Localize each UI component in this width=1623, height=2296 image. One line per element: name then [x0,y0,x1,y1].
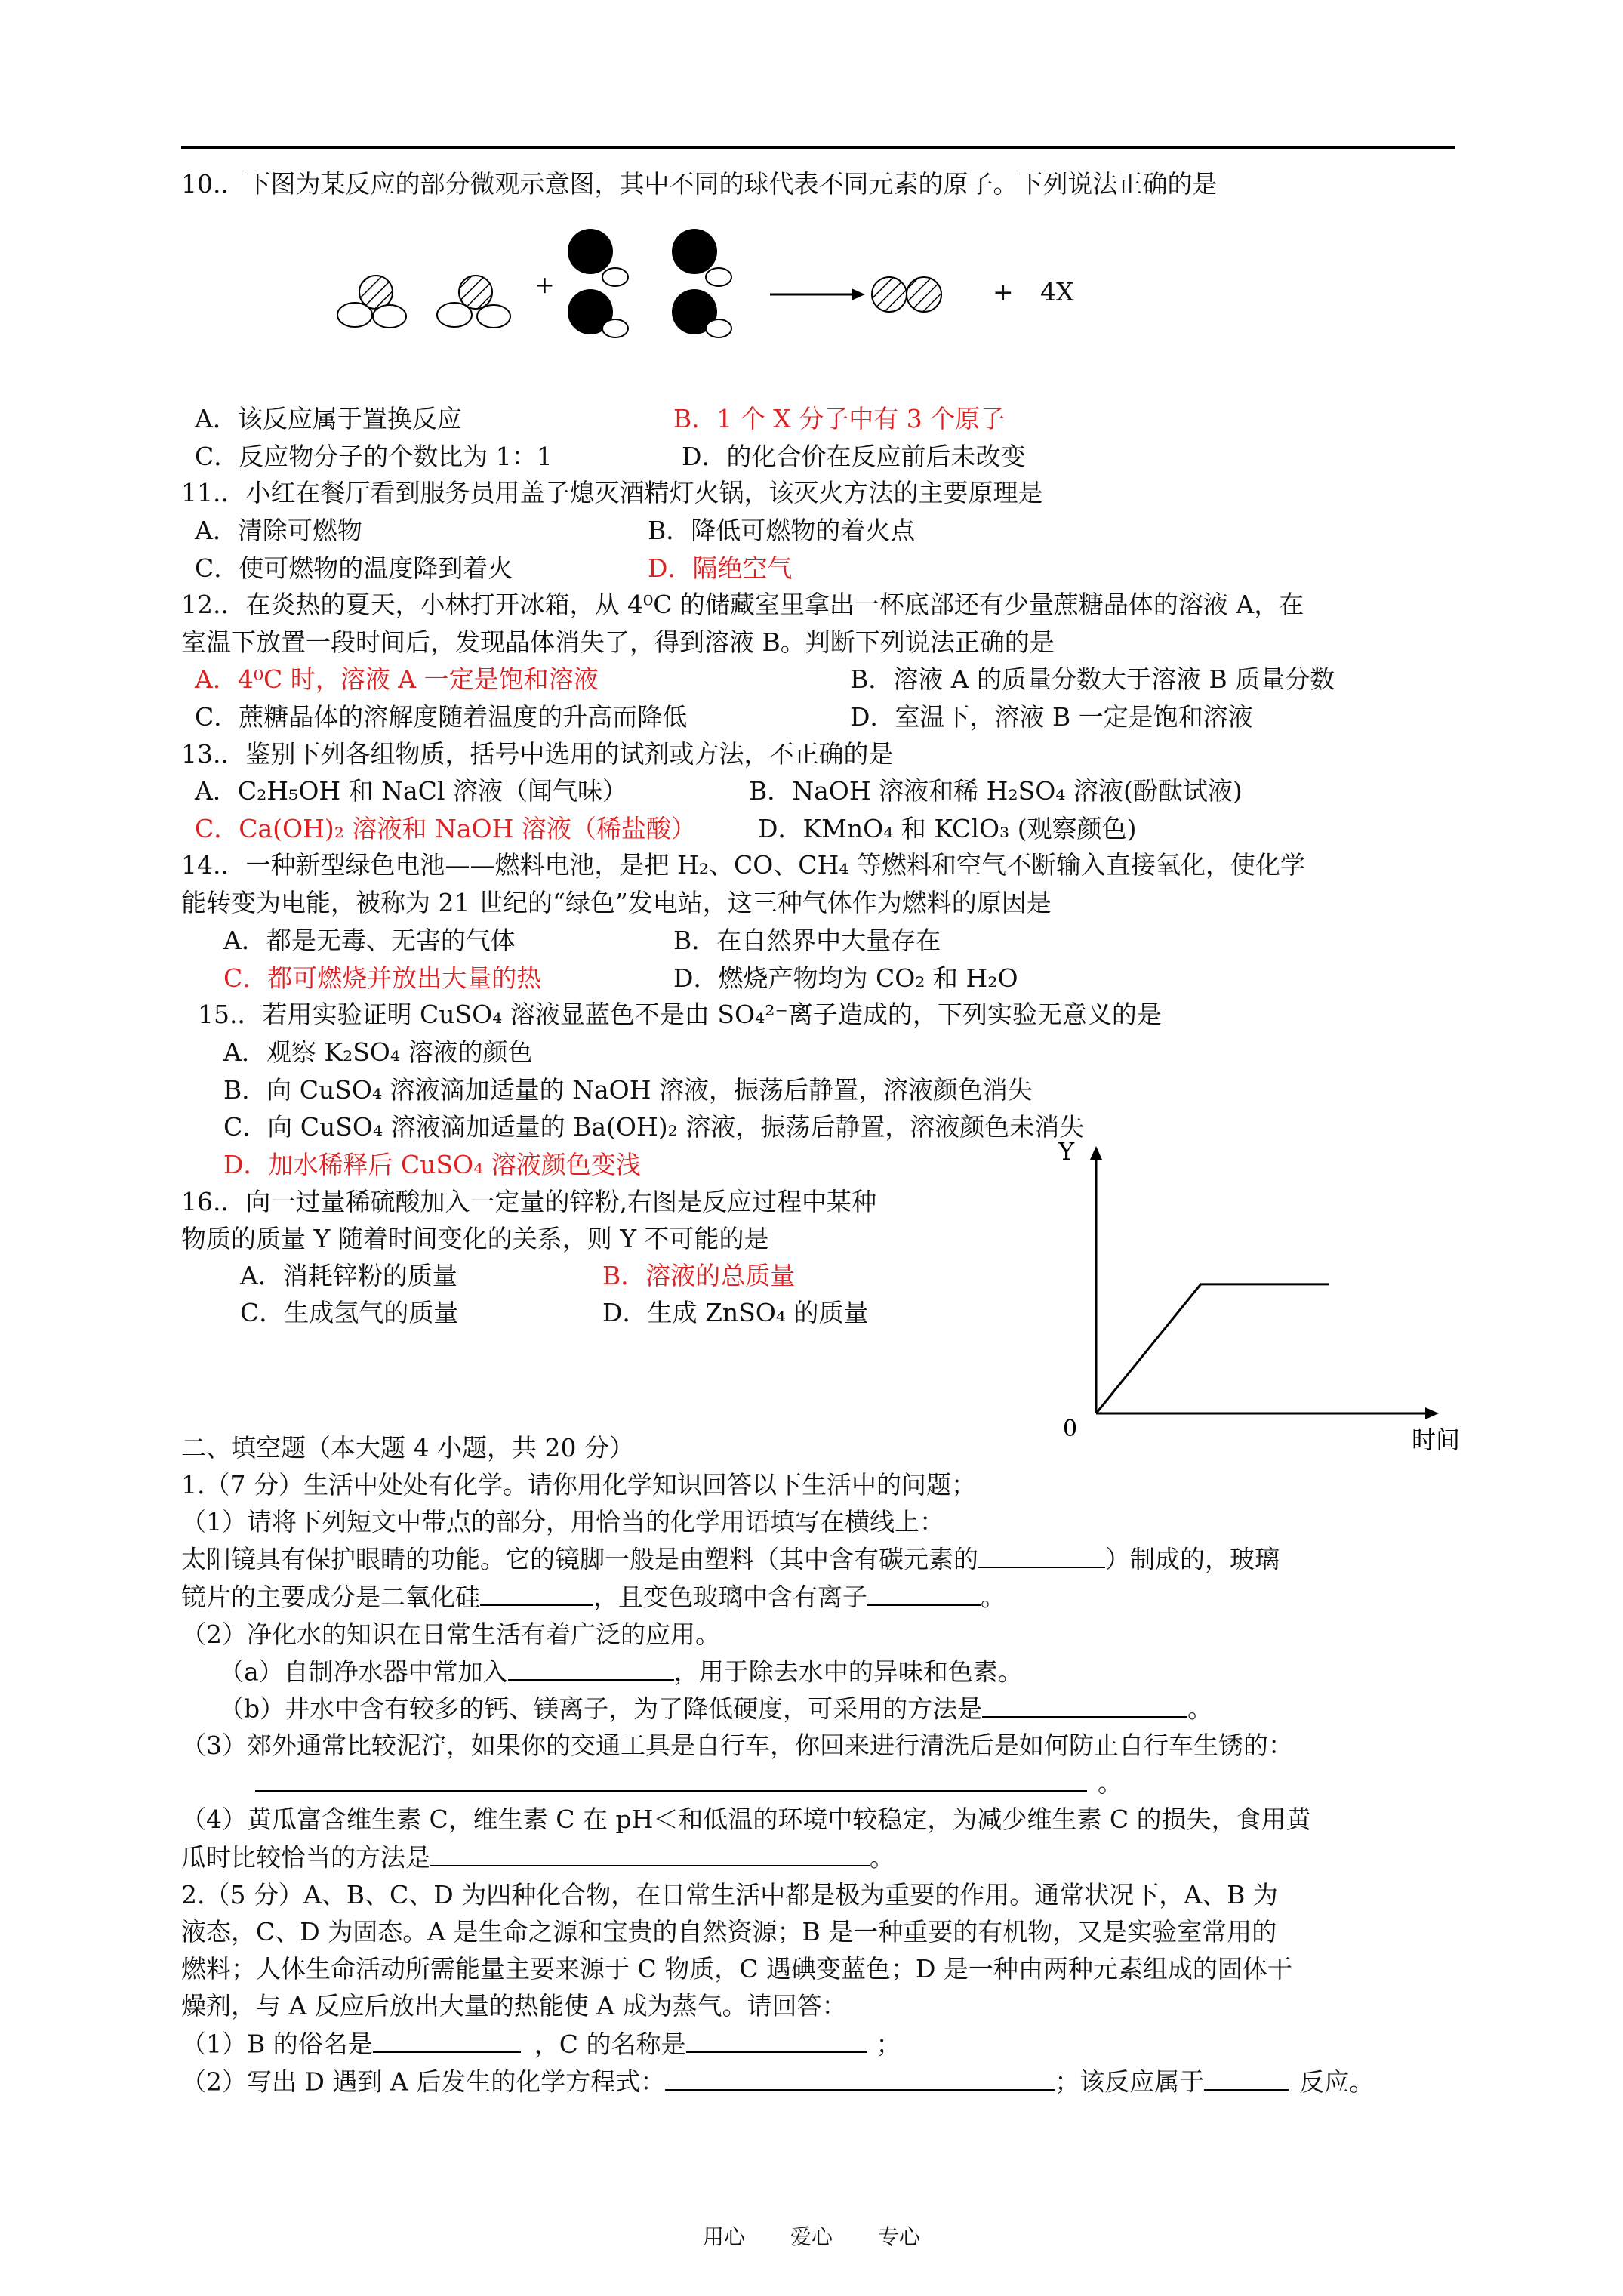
p2-line-d: 燥剂，与 A 反应后放出大量的热能使 A 成为蒸气。请回答： [181,1991,847,2020]
reactant-molecule-hatched-2 [437,276,510,328]
p1-part4-text: 瓜时比较恰当的方法是 [181,1842,430,1872]
reactant-molecule-black-2 [672,229,731,286]
p1-part3-end: 。 [1098,1767,1123,1798]
p1-part2b-text: （b）井水中含有较多的钙、镁离子，为了降低硬度，可采用的方法是 [219,1693,983,1724]
q12-stem-line1: 12.．在炎热的夏天，小林打开冰箱，从 4⁰C 的储藏室里拿出一杯底部还有少量蔗糖晶体的溶液 A，在 [181,590,1304,619]
q11-option-a: A．清除可燃物 [195,516,362,545]
origin-label: 0 [1063,1416,1078,1442]
q10-option-c: C．反应物分子的个数比为 1：1 [195,442,553,471]
p2-part1-text-c: ； [876,2029,901,2059]
q11-option-d: D．隔绝空气 [648,553,793,583]
answer-blank-rust[interactable] [255,1767,1087,1792]
p1-part3: （3）郊外通常比较泥泞，如果你的交通工具是自行车，你回来进行清洗后是如何防止自行车生锈的： [181,1730,1293,1760]
q13-option-a: A．C₂H₅OH 和 NaCl 溶液（闻气味） [195,776,627,806]
p1-part1: （1）请将下列短文中带点的部分，用恰当的化学用语填写在横线上： [181,1507,944,1536]
answer-blank-adsorbent[interactable] [508,1657,674,1681]
q14-option-a: A．都是无毒、无害的气体 [223,926,516,955]
answer-blank-b-name[interactable] [373,2029,521,2053]
y-axis-arrow-icon [1090,1146,1102,1160]
answer-blank-ion[interactable] [867,1582,981,1606]
q16-option-d: D．生成 ZnSO₄ 的质量 [602,1298,869,1327]
q12-option-a: A．4⁰C 时，溶液 A 一定是饱和溶液 [195,664,599,694]
answer-blank-cucumber[interactable] [430,1842,870,1866]
reactant-molecule-black-4 [672,289,731,337]
p1-stem: 1.（7 分）生活中处处有化学。请你用化学知识回答以下生活中的问题； [181,1470,976,1499]
p2-part2-text-c: 反应。 [1299,2066,1375,2097]
reaction-diagram [332,223,966,344]
q12-option-c: C．蔗糖晶体的溶解度随着温度的升高而降低 [195,702,688,732]
q14-stem-line2: 能转变为电能，被称为 21 世纪的“绿色”发电站，这三种气体作为燃料的原因是 [181,888,1052,917]
q11-option-b: B．降低可燃物的着火点 [648,516,916,545]
p2-line-b: 液态，C、D 为固态。A 是生命之源和宝贵的自然资源；B 是一种重要的有机物，又是实验室常用的 [181,1917,1277,1946]
footer-word-1: 用心 [702,2224,745,2249]
p1-part2a-text: （a）自制净水器中常加入 [219,1657,508,1687]
answer-blank-reaction-type[interactable] [1204,2066,1289,2091]
x-axis-arrow-icon [1425,1407,1439,1419]
plus-sign-2: + [993,277,1014,307]
q13-option-c: C．Ca(OH)₂ 溶液和 NaOH 溶液（稀盐酸） [195,814,696,843]
p1-part1-text-e: 。 [981,1582,1006,1612]
q16-option-b: B．溶液的总质量 [602,1261,796,1290]
q14-option-d: D．燃烧产物均为 CO₂ 和 H₂O [673,963,1018,993]
q15-option-d: D．加水稀释后 CuSO₄ 溶液颜色变浅 [223,1150,641,1179]
p1-part2: （2）净化水的知识在日常生活有着广泛的应用。 [181,1620,720,1649]
q16-option-a: A．消耗锌粉的质量 [240,1261,457,1290]
answer-blank-c-name[interactable] [686,2029,867,2053]
q10-option-b: B．1 个 X 分子中有 3 个原子 [673,404,1006,433]
p1-part1-line-a [181,1544,1280,1574]
reactant-molecule-hatched-1 [337,276,406,328]
p2-part1-text-b: ，C 的名称是 [534,2029,686,2059]
q15-stem: 15.．若用实验证明 CuSO₄ 溶液显蓝色不是由 SO₄²⁻离子造成的，下列实验无意义的是 [198,1000,1162,1029]
page-footer [0,2220,1623,2251]
reactant-molecule-black-3 [568,289,628,337]
section2-title: 二、填空题（本大题 4 小题，共 20 分） [181,1433,634,1462]
p2-part2-line [181,2066,1374,2097]
q15-option-b: B．向 CuSO₄ 溶液滴加适量的 NaOH 溶液，振荡后静置，溶液颜色消失 [223,1075,1033,1105]
answer-blank-carbon[interactable] [978,1544,1105,1568]
p1-part3-answer-line [255,1767,1123,1798]
p2-line-c: 燃料；人体生命活动所需能量主要来源于 C 物质，C 遇碘变蓝色；D 是一种由两种元素组成的固体干 [181,1954,1292,1983]
p1-part1-text-d: ，且变色玻璃中含有离子 [593,1582,867,1612]
p1-part4-end: 。 [870,1842,895,1872]
q13-option-d: D．KMnO₄ 和 KClO₃ (观察颜色) [758,814,1137,843]
q12-option-d: D．室温下，溶液 B 一定是饱和溶液 [850,702,1253,732]
q10-option-a: A．该反应属于置换反应 [195,404,462,433]
q14-stem-line1: 14.．一种新型绿色电池——燃料电池，是把 H₂、CO、CH₄ 等燃料和空气不断输入直接氧化，使化学 [181,850,1306,880]
p1-part1-text-b: ）制成的，玻璃 [1105,1544,1280,1574]
q16-stem-line1: 16.．向一过量稀硫酸加入一定量的锌粉,右图是反应过程中某种 [181,1187,876,1216]
q16-option-c: C．生成氢气的质量 [240,1298,459,1327]
plus-sign-1: + [534,270,555,299]
p1-part2b-end: 。 [1187,1693,1213,1724]
footer-word-3: 专心 [878,2224,921,2249]
footer-word-2: 爱心 [790,2224,833,2249]
p1-part1-line-b [181,1582,1006,1612]
q14-option-c: C．都可燃烧并放出大量的热 [223,963,542,993]
p2-part2-text-b: ；该反应属于 [1055,2066,1205,2097]
x-axis-label: 时间 [1412,1425,1461,1454]
q16-stem-line2: 物质的质量 Y 随着时间变化的关系，则 Y 不可能的是 [181,1224,769,1253]
q14-option-b: B．在自然界中大量存在 [673,926,941,955]
p2-part1-line [181,2029,901,2059]
top-rule [181,146,1455,149]
q15-option-c: C．向 CuSO₄ 溶液滴加适量的 Ba(OH)₂ 溶液，振荡后静置，溶液颜色未消失 [223,1112,1085,1142]
p1-part1-text-c: 镜片的主要成分是二氧化硅 [181,1582,480,1612]
reaction-arrow-icon [770,288,865,300]
p2-part2-text-a: （2）写出 D 遇到 A 后发生的化学方程式： [181,2066,666,2097]
q12-option-b: B．溶液 A 的质量分数大于溶液 B 质量分数 [850,664,1335,694]
answer-blank-softening[interactable] [982,1693,1187,1718]
product-molecule-hatched [872,277,941,312]
p1-part1-text-a: 太阳镜具有保护眼睛的功能。它的镜脚一般是由塑料（其中含有碳元素的 [181,1544,978,1574]
p1-part2b-line [219,1693,1212,1724]
chart-series-line-0 [1096,1284,1329,1413]
y-axis-label: Y [1058,1137,1075,1166]
p1-part2a-end: ，用于除去水中的异味和色素。 [673,1657,1023,1687]
mass-time-chart [1042,1133,1495,1465]
product-4x-label: 4X [1040,277,1074,307]
answer-blank-sio2[interactable] [480,1582,593,1606]
q12-stem-line2: 室温下放置一段时间后，发现晶体消失了，得到溶液 B。判断下列说法正确的是 [181,627,1055,657]
p1-part2a-line [219,1657,1023,1687]
q10-option-d: D．的化合价在反应前后未改变 [682,442,1026,471]
answer-blank-equation[interactable] [665,2066,1055,2091]
p2-part1-text-a: （1）B 的俗名是 [181,2029,373,2059]
q13-option-b: B．NaOH 溶液和稀 H₂SO₄ 溶液(酚酞试液) [749,776,1243,806]
reactant-molecule-black-1 [568,229,628,286]
q13-stem: 13.．鉴别下列各组物质，括号中选用的试剂或方法，不正确的是 [181,739,894,769]
p2-line-a: 2.（5 分）A、B、C、D 为四种化合物，在日常生活中都是极为重要的作用。通常状况下，A、B 为 [181,1880,1278,1909]
q10-stem: 10.．下图为某反应的部分微观示意图，其中不同的球代表不同元素的原子。下列说法正确的是 [181,169,1218,199]
q15-option-a: A．观察 K₂SO₄ 溶液的颜色 [223,1037,533,1067]
q11-option-c: C．使可燃物的温度降到着火 [195,553,513,583]
p1-part4-line-b [181,1842,895,1872]
p1-part4-line-a: （4）黄瓜富含维生素 C，维生素 C 在 pH＜和低温的环境中较稳定，为减少维生素 C 的损失，食用黄 [181,1804,1311,1834]
q11-stem: 11.．小红在餐厅看到服务员用盖子熄灭酒精灯火锅，该灭火方法的主要原理是 [181,478,1043,507]
